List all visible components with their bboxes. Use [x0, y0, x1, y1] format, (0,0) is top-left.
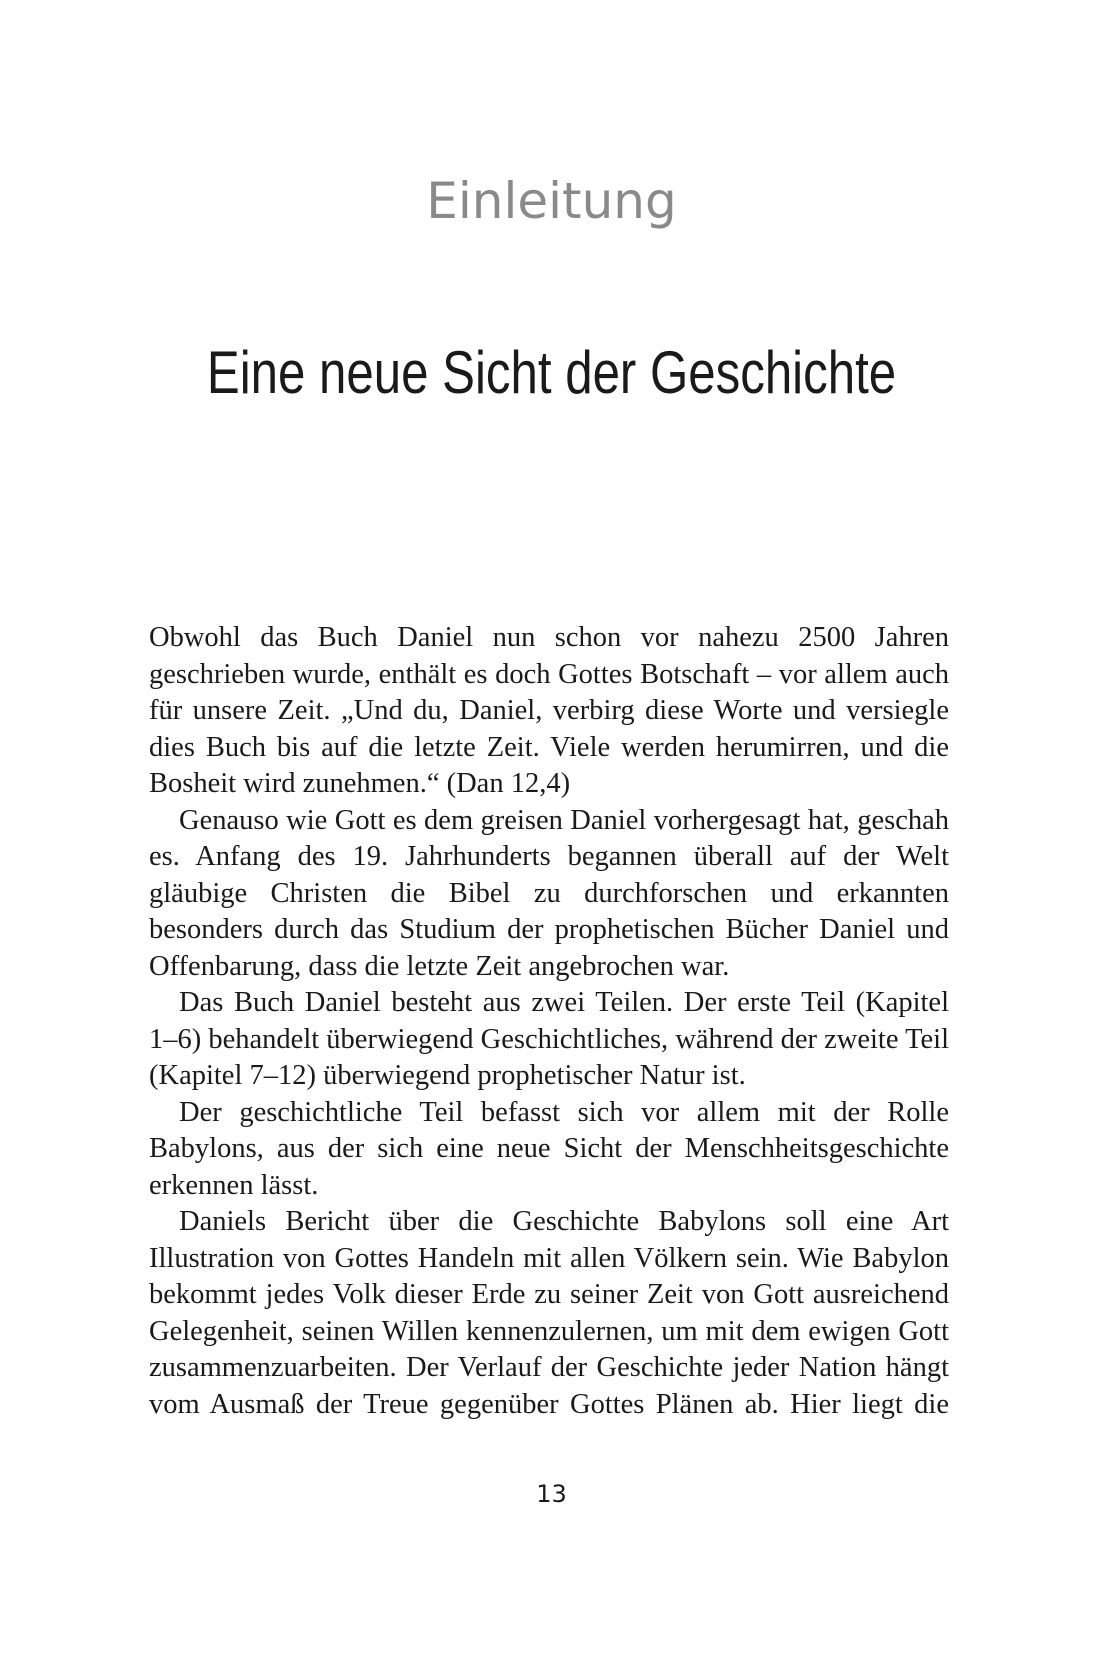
paragraph-4: Der geschichtliche Teil befasst sich vor allem mit der Rolle Babylons, aus der sich eine neue Sicht der Menschheitsgeschichte erkennen lässt.	[149, 1096, 949, 1201]
paragraph-5: Daniels Bericht über die Geschichte Babylons soll eine Art Illustration von Gottes Handeln mit allen Völkern sein. Wie Babylon bekommt jedes Volk dieser Erde zu seiner Zeit von Gott ausreichend Gelegenheit, seinen Willen kennenzulernen, um mit dem ewigen Gott zusammenzuarbeiten. Der Verlauf der Geschichte jeder Nation hängt vom Ausmaß der Treue gegenüber Gottes Plänen ab. Hier liegt die	[149, 1206, 949, 1420]
chapter-label: Einleitung	[426, 172, 677, 230]
body-text	[149, 620, 949, 1423]
paragraph-2: Genauso wie Gott es dem greisen Daniel vorhergesagt hat, geschah es. Anfang des 19. Jahrhunderts begannen überall auf der Welt gläubige Christen die Bibel zu durchforschen und erkannten besonders durch das Studium der prophetischen Bücher Daniel und Offenbarung, dass die letzte Zeit angebrochen war.	[149, 804, 949, 982]
paragraph-1: Obwohl das Buch Daniel nun schon vor nahezu 2500 Jahren geschrieben wurde, enthält es doch Gottes Botschaft – vor allem auch für unsere Zeit. „Und du, Daniel, verbirg diese Worte und versiegle dies Buch bis auf die letzte Zeit. Viele werden herumirren, und die Bosheit wird zunehmen.“ (Dan 12,4)	[149, 622, 949, 799]
paragraph-3: Das Buch Daniel besteht aus zwei Teilen. Der erste Teil (Kapitel 1–6) behandelt überwiegend Geschichtliches, während der zweite Teil (Kapitel 7–12) überwiegend prophetischer Natur ist.	[149, 987, 949, 1091]
page-number: 13	[536, 1480, 567, 1508]
chapter-title: Eine neue Sicht der Geschichte	[206, 339, 897, 406]
